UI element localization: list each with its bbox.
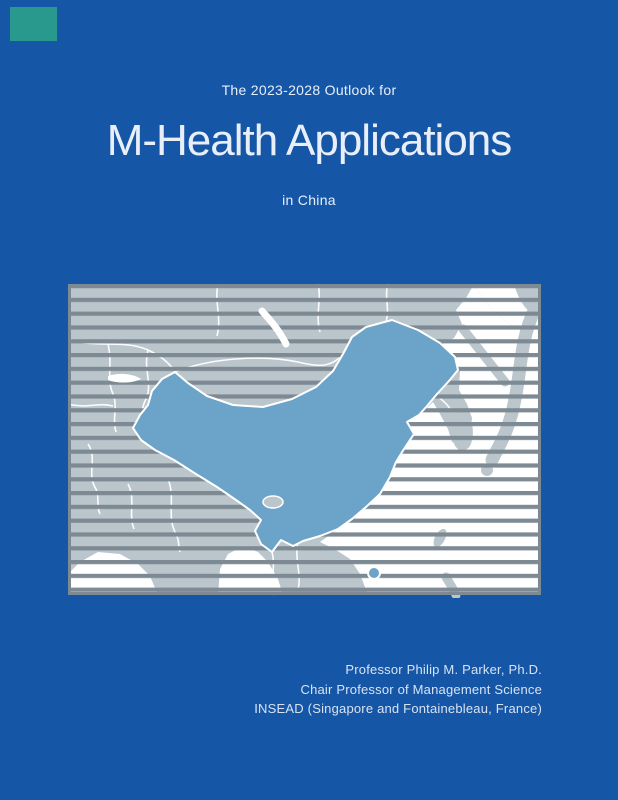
author-role-line: Chair Professor of Management Science <box>300 681 542 697</box>
author-institution-line: INSEAD (Singapore and Fontainebleau, France) <box>254 701 542 716</box>
region-subtitle: in China <box>282 192 336 208</box>
asia-map-svg <box>68 281 541 598</box>
series-title: The 2023-2028 Outlook for <box>221 82 397 98</box>
page-title: M-Health Applications <box>106 116 512 165</box>
author-credits <box>254 660 542 719</box>
hainan-island <box>368 567 380 579</box>
author-name-line: Professor Philip M. Parker, Ph.D. <box>345 662 542 677</box>
teal-accent-block <box>10 7 57 41</box>
china-map-graphic <box>68 281 541 598</box>
lake-qinghai <box>263 496 283 508</box>
